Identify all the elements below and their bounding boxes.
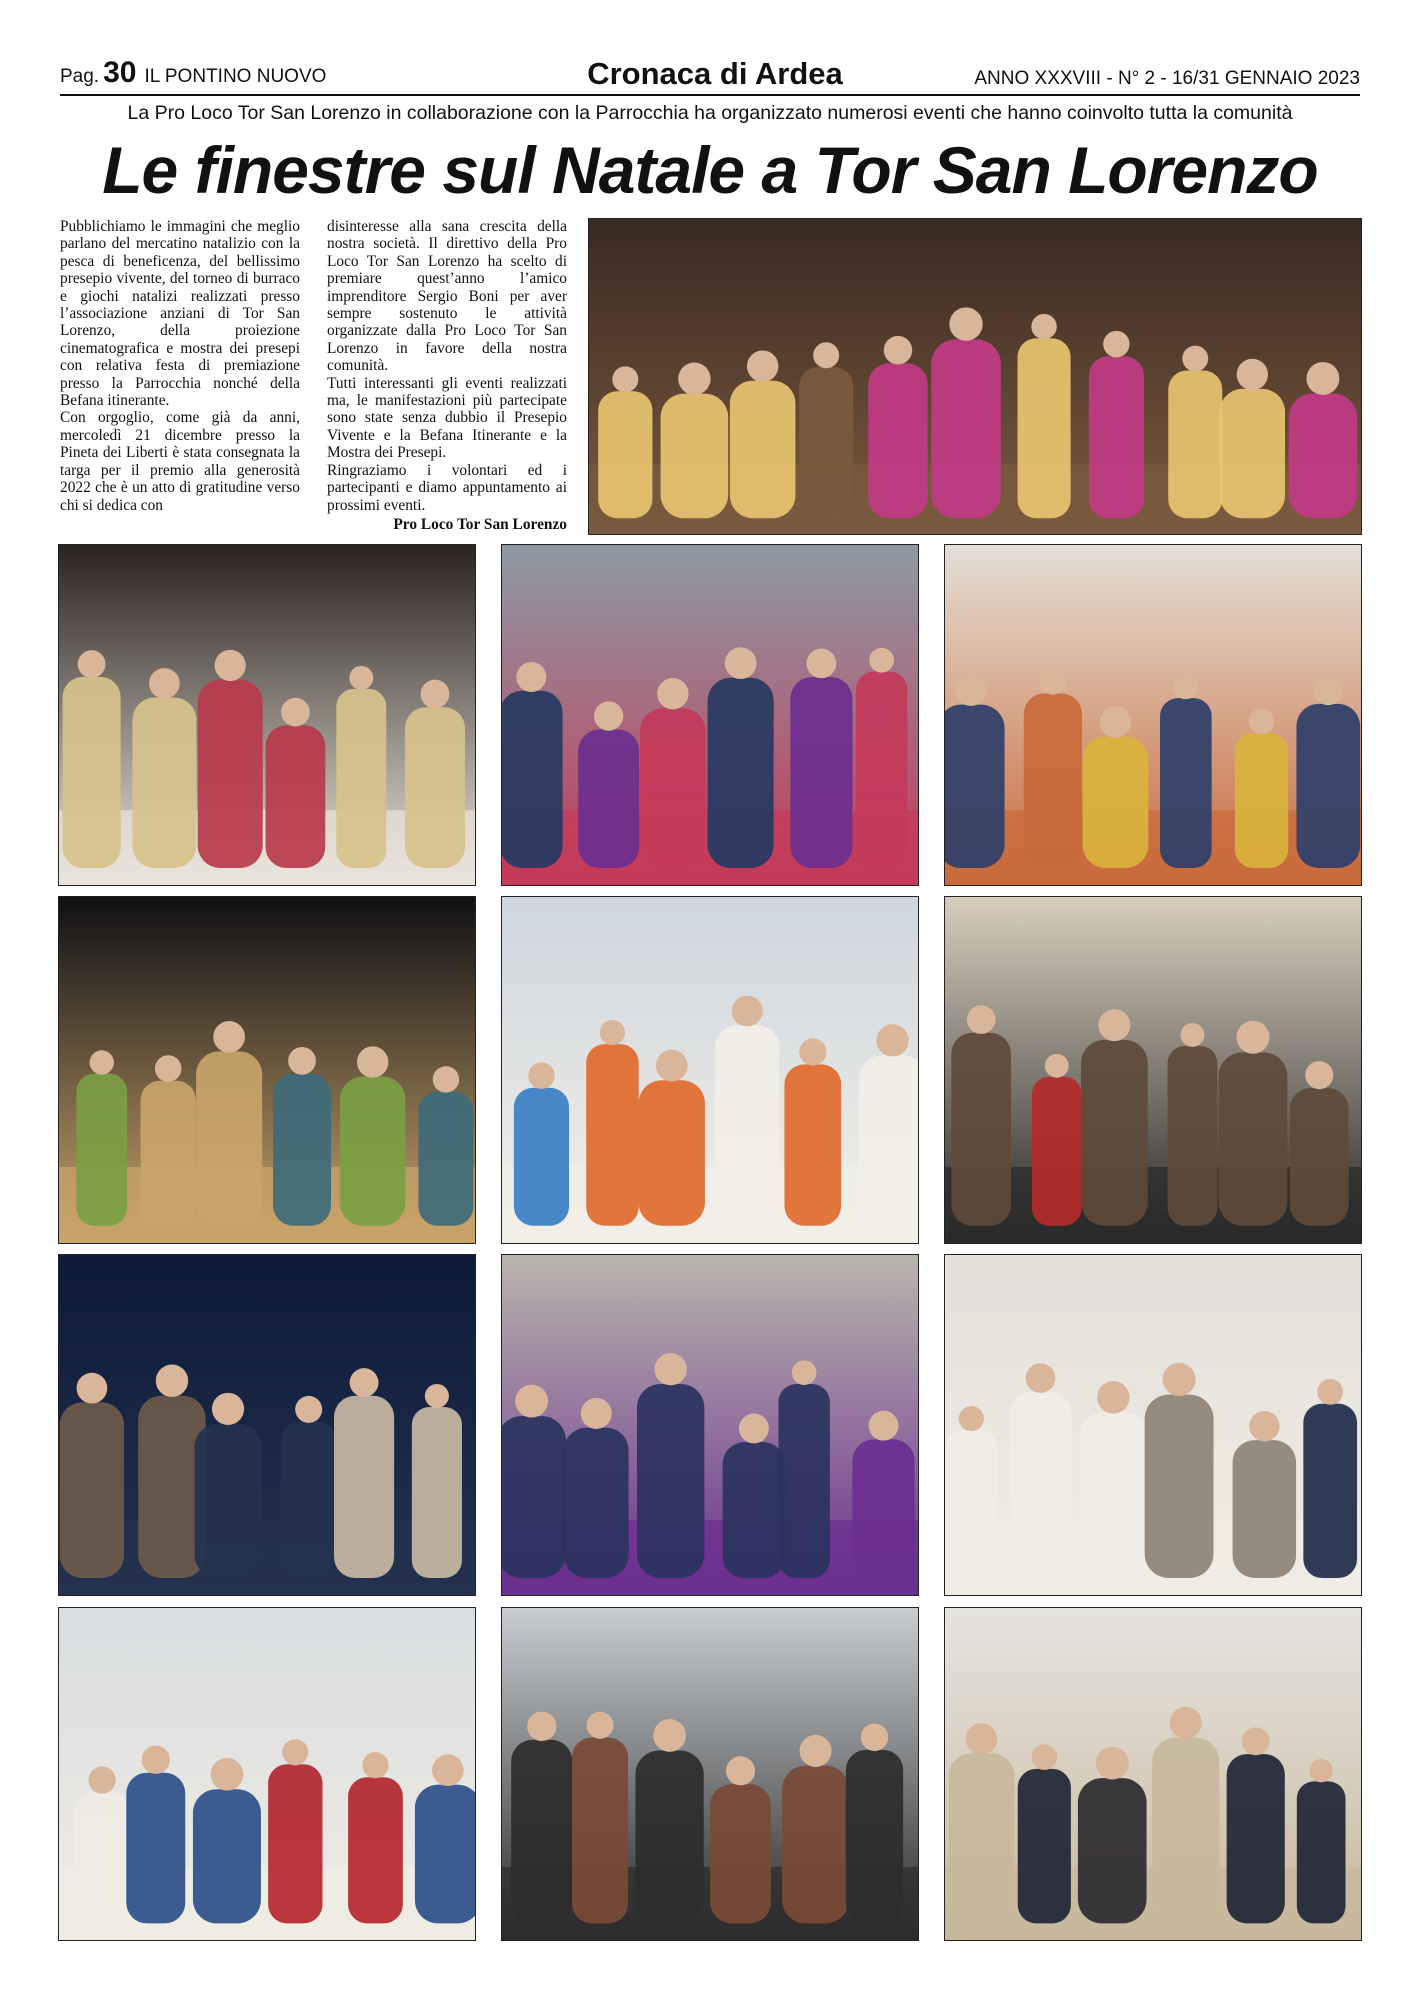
article-paragraph: Tutti interessanti gli eventi realizzati ma, le manifestazioni più partecipate sono state senza dubbio il Presepio Vivente e la Befana Itinerante e la Mostra dei Presepi. — [327, 374, 567, 462]
figure-body — [1235, 733, 1288, 868]
figure-head — [1173, 674, 1198, 699]
figure-head — [1098, 1009, 1130, 1041]
figure-head — [295, 1396, 322, 1423]
figure-body — [635, 1750, 703, 1923]
photo-befana-group-outdoors — [501, 1254, 919, 1596]
figure-head — [959, 1406, 984, 1431]
figure-head — [807, 648, 837, 678]
figure-head — [90, 1050, 114, 1074]
figure-head — [432, 1754, 464, 1786]
figure-head — [678, 362, 710, 394]
photo-illustration — [945, 1255, 1361, 1595]
figure-body — [1227, 1754, 1285, 1923]
photo-christmas-market — [58, 1607, 476, 1941]
photo-presepi-exhibition — [944, 896, 1362, 1244]
figure-head — [1305, 1061, 1333, 1089]
figure-head — [350, 1368, 379, 1397]
figure-head — [657, 678, 688, 709]
figure-body — [708, 678, 774, 868]
figure-body — [1145, 1395, 1214, 1578]
figure-head — [655, 1353, 687, 1385]
figure-head — [792, 1360, 817, 1385]
figure-body — [126, 1773, 185, 1924]
figure-body — [336, 689, 386, 868]
figure-body — [1296, 704, 1360, 868]
figure-body — [723, 1442, 785, 1578]
figure-head — [211, 1758, 244, 1791]
figure-head — [861, 1724, 888, 1751]
figure-body — [784, 1064, 841, 1225]
photo-children-indoors — [944, 544, 1362, 886]
figure-head — [732, 996, 763, 1027]
figure-head — [966, 1723, 998, 1755]
figure-head — [215, 650, 246, 681]
figure-body — [1078, 1778, 1147, 1923]
figure-body — [511, 1740, 572, 1924]
figure-head — [528, 1062, 554, 1088]
figure-body — [1079, 1412, 1147, 1578]
figure-head — [362, 1752, 388, 1778]
figure-body — [1233, 1440, 1296, 1578]
header-left — [60, 56, 326, 90]
figure-body — [1168, 370, 1222, 518]
figure-head — [1045, 1054, 1069, 1078]
figure-body — [196, 1051, 262, 1225]
figure-head — [955, 674, 987, 706]
figure-body — [1303, 1404, 1357, 1578]
figure-head — [967, 1005, 996, 1034]
photo-costumed-youths-night — [58, 896, 476, 1244]
figure-body — [1160, 698, 1212, 868]
photo-angel-doll — [501, 896, 919, 1244]
figure-head — [1097, 1381, 1129, 1413]
figure-body — [846, 1750, 903, 1924]
figure-body — [60, 1402, 124, 1578]
figure-head — [747, 350, 778, 381]
figure-head — [357, 1046, 388, 1077]
photo-evening-crowd — [58, 1254, 476, 1596]
figure-head — [433, 1066, 459, 1092]
figure-body — [945, 705, 1005, 868]
figure-head — [156, 1365, 188, 1397]
figure-head — [949, 307, 982, 340]
page-header — [60, 58, 1360, 96]
figure-body — [266, 725, 326, 868]
figure-body — [1289, 394, 1358, 519]
figure-body — [790, 677, 852, 868]
figure-head — [653, 1719, 686, 1752]
figure-body — [951, 1033, 1011, 1226]
figure-body — [132, 697, 196, 868]
figure-body — [195, 1424, 262, 1578]
figure-head — [612, 366, 638, 392]
figure-head — [421, 680, 450, 709]
figure-body — [945, 1430, 997, 1578]
figure-body — [639, 1080, 705, 1225]
figure-body — [715, 1025, 779, 1226]
figure-head — [725, 647, 757, 679]
figure-body — [1083, 736, 1149, 868]
photo-santa-motorcyclists — [501, 1607, 919, 1941]
figure-head — [1100, 706, 1132, 738]
figure-body — [1010, 1392, 1072, 1578]
figure-body — [1152, 1738, 1219, 1924]
figure-head — [149, 668, 180, 699]
figure-body — [273, 1074, 331, 1226]
figure-head — [213, 1021, 245, 1053]
figure-body — [1089, 356, 1144, 518]
article-column-2 — [327, 218, 567, 533]
figure-head — [1170, 1707, 1202, 1739]
figure-body — [1219, 1052, 1288, 1225]
figure-body — [502, 1416, 566, 1578]
figure-body — [710, 1784, 771, 1923]
photo-illustration — [945, 545, 1361, 885]
figure-body — [412, 1407, 462, 1578]
figure-body — [578, 730, 639, 868]
figure-head — [1163, 1363, 1196, 1396]
figure-head — [78, 650, 106, 678]
photo-illustration — [502, 1255, 918, 1595]
photo-award-ceremony — [944, 1254, 1362, 1596]
figure-head — [281, 698, 310, 727]
figure-body — [856, 672, 908, 868]
figure-head — [581, 1398, 612, 1429]
figure-head — [349, 666, 373, 690]
figure-body — [502, 691, 563, 868]
figure-head — [600, 1020, 625, 1045]
issue-info: ANNO XXXVIII - N° 2 - 16/31 GENNAIO 2023 — [974, 68, 1360, 89]
photo-nativity-scene — [58, 544, 476, 886]
figure-head — [884, 336, 913, 365]
figure-body — [1081, 1040, 1148, 1226]
figure-head — [155, 1055, 182, 1082]
photo-illustration — [59, 545, 475, 885]
figure-body — [572, 1738, 628, 1924]
figure-body — [348, 1777, 403, 1923]
figure-head — [282, 1739, 308, 1765]
figure-head — [869, 1411, 899, 1441]
figure-head — [1181, 1023, 1205, 1047]
photo-illustration — [59, 1608, 475, 1940]
figure-head — [515, 1385, 548, 1418]
figure-body — [405, 707, 465, 868]
figure-head — [813, 342, 839, 368]
article-paragraph: disinteresse alla sana crescita della nostra società. Il direttivo della Pro Loco Tor San Lorenzo ha scelto di premiare quest’anno l’amico imprenditore Sergio Boni per aver sempre sostenuto le attività organizzate dalla Pro Loco Tor San Lorenzo in favore della nostra comunità. — [327, 218, 567, 375]
figure-body — [564, 1428, 629, 1578]
article-column-1 — [60, 218, 300, 514]
figure-body — [514, 1088, 569, 1226]
figure-head — [1236, 1021, 1269, 1054]
article-paragraph: Ringraziamo i volontari ed i partecipanti e diamo appuntamento ai prossimi eventi. — [327, 461, 567, 514]
figure-head — [1103, 331, 1129, 357]
article-paragraph: Con orgoglio, come già da anni, mercoledì 21 dicembre presso la Pineta dei Liberti è stata consegnata la targa per il premio alla generosità 2022 che è un atto di gratitudine verso chi si dedica con — [60, 409, 300, 514]
figure-head — [527, 1712, 556, 1741]
figure-body — [782, 1766, 849, 1924]
figure-body — [586, 1044, 638, 1226]
figure-body — [63, 677, 121, 868]
figure-head — [739, 1413, 769, 1443]
article-kicker: La Pro Loco Tor San Lorenzo in collaborazione con la Parrocchia ha organizzato numerosi eventi che hanno coinvolto tutta la comunità — [127, 102, 1293, 124]
photo-illustration — [502, 897, 918, 1243]
figure-head — [1249, 709, 1275, 735]
figure-head — [1306, 362, 1339, 395]
figure-body — [661, 394, 729, 519]
figure-body — [418, 1092, 473, 1226]
photo-illustration — [589, 219, 1361, 534]
figure-body — [76, 1074, 127, 1226]
figure-head — [1313, 675, 1344, 706]
article-headline: Le finestre sul Natale a Tor San Lorenzo — [102, 133, 1318, 207]
figure-body — [1290, 1088, 1349, 1226]
figure-head — [726, 1756, 755, 1785]
figure-head — [1317, 1379, 1343, 1405]
figure-body — [949, 1753, 1015, 1923]
figure-body — [730, 381, 796, 519]
figure-head — [1249, 1411, 1279, 1441]
figure-body — [598, 391, 652, 518]
figure-head — [142, 1746, 170, 1774]
figure-head — [876, 1024, 908, 1056]
figure-body — [1297, 1781, 1346, 1923]
figure-head — [800, 1735, 832, 1767]
figure-body — [868, 363, 927, 518]
figure-body — [852, 1439, 914, 1578]
publication-name: IL PONTINO NUOVO — [144, 66, 327, 87]
photo-illustration — [502, 545, 918, 885]
figure-body — [334, 1396, 394, 1578]
figure-head — [1096, 1747, 1129, 1780]
figure-body — [74, 1793, 131, 1924]
figure-body — [799, 367, 853, 518]
photo-illustration — [59, 897, 475, 1243]
figure-body — [931, 339, 1001, 518]
photo-illustration — [59, 1255, 475, 1595]
figure-head — [77, 1373, 108, 1404]
figure-body — [1220, 389, 1285, 518]
figure-head — [1309, 1759, 1332, 1782]
figure-head — [656, 1050, 688, 1082]
photo-illustration — [945, 1608, 1361, 1940]
figure-head — [1031, 314, 1056, 339]
figure-head — [869, 648, 894, 673]
figure-body — [1018, 338, 1071, 518]
page-number: 30 — [103, 56, 137, 89]
photo-generosity-prize — [944, 1607, 1362, 1941]
figure-head — [212, 1393, 244, 1425]
figure-body — [1168, 1046, 1218, 1226]
figure-body — [415, 1785, 475, 1924]
figure-body — [1032, 1077, 1082, 1226]
figure-head — [88, 1766, 115, 1793]
figure-head — [799, 1038, 826, 1065]
figure-body — [141, 1081, 196, 1226]
figure-body — [198, 680, 263, 868]
article-paragraph: Pubblichiamo le immagini che meglio parlano del mercatino natalizio con la pesca di beneficenza, del bellissimo presepio vivente, del torneo di burraco e giochi natalizi realizzati presso l’associazione anziani di Tor San Lorenzo, della proiezione cinematografica e mostra dei presepi con relativa festa di premiazione presso la Parrocchia nonché della Befana itinerante. — [60, 218, 300, 410]
figure-body — [193, 1789, 261, 1923]
figure-head — [288, 1047, 316, 1075]
photo-illustration — [502, 1608, 918, 1940]
figure-body — [859, 1055, 918, 1226]
figure-body — [1018, 1769, 1071, 1924]
figure-head — [1032, 1744, 1058, 1770]
figure-body — [779, 1384, 830, 1578]
photo-befana-with-child — [501, 544, 919, 886]
figure-head — [1026, 1363, 1056, 1393]
photo-presepio-vivente-group — [588, 218, 1362, 535]
photo-illustration — [945, 897, 1361, 1243]
page-label: Pag. — [60, 66, 100, 87]
figure-head — [1039, 667, 1067, 695]
figure-head — [594, 701, 623, 730]
figure-head — [1182, 346, 1208, 372]
figure-head — [1237, 359, 1268, 390]
figure-head — [587, 1712, 614, 1739]
figure-body — [281, 1422, 337, 1578]
figure-body — [340, 1076, 405, 1225]
figure-body — [268, 1764, 322, 1923]
figure-head — [516, 662, 546, 692]
figure-body — [1024, 694, 1082, 868]
figure-body — [637, 1384, 704, 1578]
section-title: Cronaca di Ardea — [587, 56, 843, 91]
figure-head — [425, 1384, 449, 1408]
figure-head — [1242, 1727, 1270, 1755]
figure-body — [640, 708, 705, 868]
article-signature: Pro Loco Tor San Lorenzo — [393, 515, 567, 533]
